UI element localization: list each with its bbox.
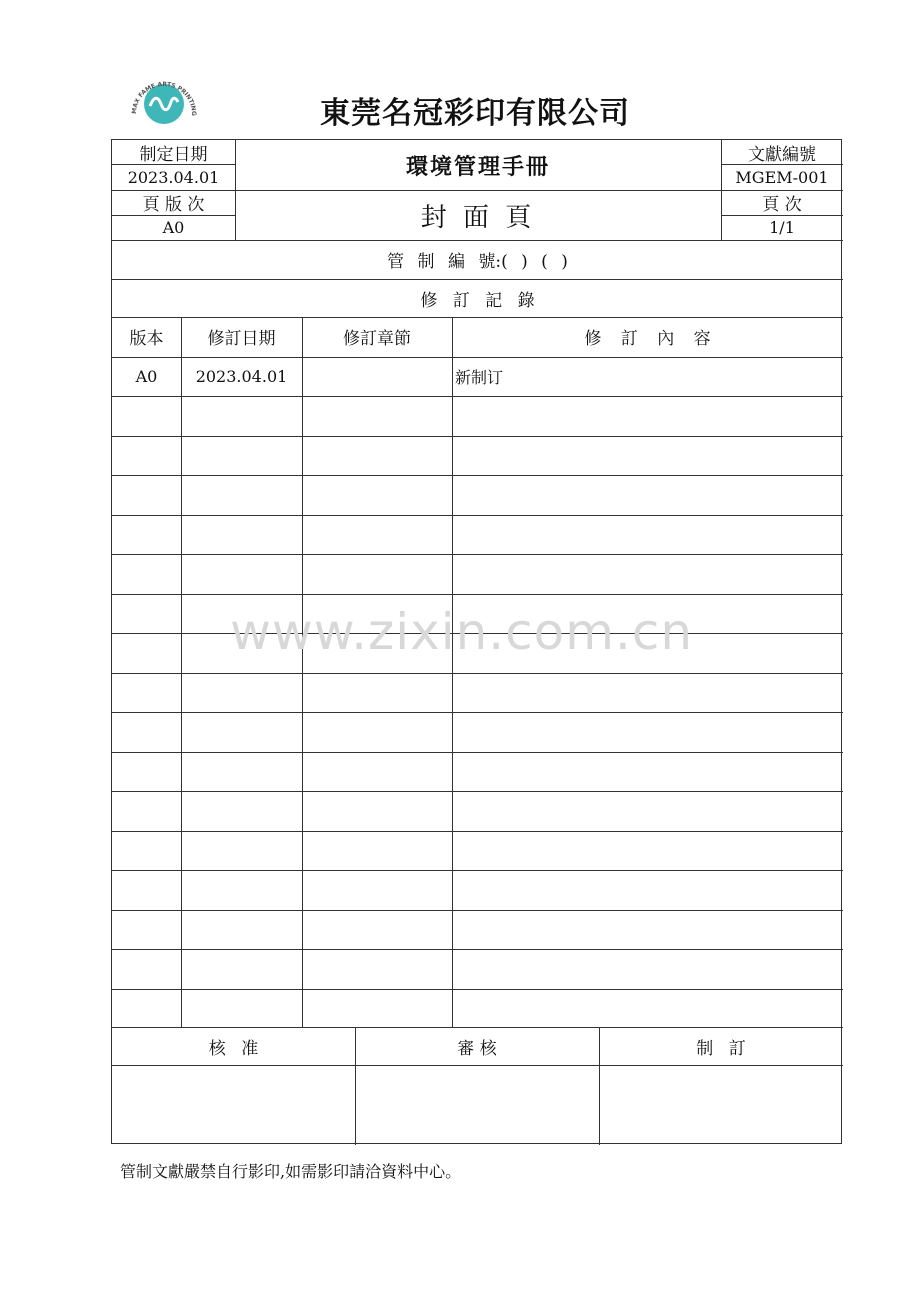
section-cell bbox=[302, 831, 452, 871]
section-cell bbox=[302, 712, 452, 752]
approve-signature-box bbox=[112, 1065, 355, 1145]
version-cell bbox=[112, 989, 181, 1029]
section-cell bbox=[302, 633, 452, 673]
footer-note: 管制文獻嚴禁自行影印,如需影印請洽資料中心。 bbox=[120, 1162, 462, 1181]
watermark: www.zixin.com.cn bbox=[230, 603, 694, 661]
version-cell bbox=[112, 949, 181, 989]
content-cell bbox=[452, 870, 843, 910]
date-cell bbox=[181, 475, 302, 515]
date-cell bbox=[181, 436, 302, 476]
document-title: 環境管理手冊 bbox=[405, 153, 550, 180]
date-cell bbox=[181, 752, 302, 792]
date-label: 制定日期 bbox=[139, 144, 208, 165]
section-cell bbox=[302, 949, 452, 989]
docno-label: 文獻編號 bbox=[748, 144, 816, 165]
content-cell bbox=[452, 910, 843, 950]
prepare-header: 制 訂 bbox=[696, 1038, 746, 1059]
header-revision-section: 修訂章節 bbox=[343, 329, 411, 350]
review-signature-box bbox=[355, 1065, 599, 1145]
content-cell bbox=[452, 989, 843, 1029]
review-header: 審 核 bbox=[457, 1038, 497, 1059]
content-cell bbox=[452, 594, 843, 634]
version-cell bbox=[112, 594, 181, 634]
version-cell bbox=[112, 673, 181, 713]
section-cell bbox=[302, 357, 452, 397]
date-cell bbox=[181, 949, 302, 989]
approve-header: 核 准 bbox=[208, 1038, 259, 1059]
date-cell bbox=[181, 989, 302, 1029]
content-cell bbox=[452, 633, 843, 673]
company-name: 東莞名冠彩印有限公司 bbox=[320, 96, 630, 131]
date-cell bbox=[181, 594, 302, 634]
logo-ring-text: MAX FAME ARTS PRINTING bbox=[130, 80, 198, 116]
date-cell bbox=[181, 515, 302, 555]
content-cell bbox=[452, 436, 843, 476]
content-cell bbox=[452, 712, 843, 752]
section-cell bbox=[302, 436, 452, 476]
version-cell bbox=[112, 752, 181, 792]
date-cell: 2023.04.01 bbox=[195, 366, 288, 386]
prepare-signature-box bbox=[599, 1065, 843, 1145]
cover-form bbox=[111, 139, 842, 1144]
revision-record-title: 修 訂 記 錄 bbox=[420, 290, 535, 311]
content-cell bbox=[452, 949, 843, 989]
content-cell bbox=[452, 554, 843, 594]
company-logo bbox=[126, 70, 202, 136]
page-label: 頁 次 bbox=[762, 195, 802, 215]
control-number: 管 制 編 號:( ) ( ) bbox=[387, 252, 568, 272]
content-cell bbox=[452, 673, 843, 713]
content-cell bbox=[452, 791, 843, 831]
version-cell bbox=[112, 831, 181, 871]
date-cell bbox=[181, 870, 302, 910]
version-cell bbox=[112, 554, 181, 594]
header-revision-date: 修訂日期 bbox=[207, 329, 276, 350]
content-cell bbox=[452, 475, 843, 515]
version-cell bbox=[112, 396, 181, 436]
version-value: A0 bbox=[162, 218, 185, 237]
date-cell bbox=[181, 791, 302, 831]
version-cell bbox=[112, 633, 181, 673]
version-cell bbox=[112, 436, 181, 476]
date-cell bbox=[181, 633, 302, 673]
section-cell bbox=[302, 594, 452, 634]
section-cell bbox=[302, 673, 452, 713]
page-title: 封 面 頁 bbox=[420, 202, 536, 233]
date-cell bbox=[181, 554, 302, 594]
section-cell bbox=[302, 870, 452, 910]
date-cell bbox=[181, 673, 302, 713]
section-cell bbox=[302, 910, 452, 950]
section-cell bbox=[302, 752, 452, 792]
version-cell bbox=[112, 515, 181, 555]
section-cell bbox=[302, 475, 452, 515]
header-version: 版本 bbox=[129, 329, 164, 350]
page-value: 1/1 bbox=[769, 218, 795, 237]
section-cell bbox=[302, 791, 452, 831]
content-cell bbox=[452, 752, 843, 792]
version-cell bbox=[112, 712, 181, 752]
content-cell: 新制订 bbox=[455, 367, 504, 387]
section-cell bbox=[302, 515, 452, 555]
version-label: 頁 版 次 bbox=[142, 195, 205, 215]
date-cell bbox=[181, 831, 302, 871]
content-cell bbox=[452, 515, 843, 555]
date-cell bbox=[181, 712, 302, 752]
version-cell bbox=[112, 870, 181, 910]
date-value: 2023.04.01 bbox=[127, 167, 220, 187]
version-cell bbox=[112, 475, 181, 515]
version-cell: A0 bbox=[135, 366, 158, 386]
date-cell bbox=[181, 396, 302, 436]
docno-value: MGEM-001 bbox=[735, 167, 829, 187]
section-cell bbox=[302, 989, 452, 1029]
version-cell bbox=[112, 791, 181, 831]
section-cell bbox=[302, 396, 452, 436]
section-cell bbox=[302, 554, 452, 594]
date-cell bbox=[181, 910, 302, 950]
content-cell bbox=[452, 831, 843, 871]
version-cell bbox=[112, 910, 181, 950]
content-cell bbox=[452, 396, 843, 436]
header-revision-content: 修 訂 內 容 bbox=[584, 329, 711, 350]
